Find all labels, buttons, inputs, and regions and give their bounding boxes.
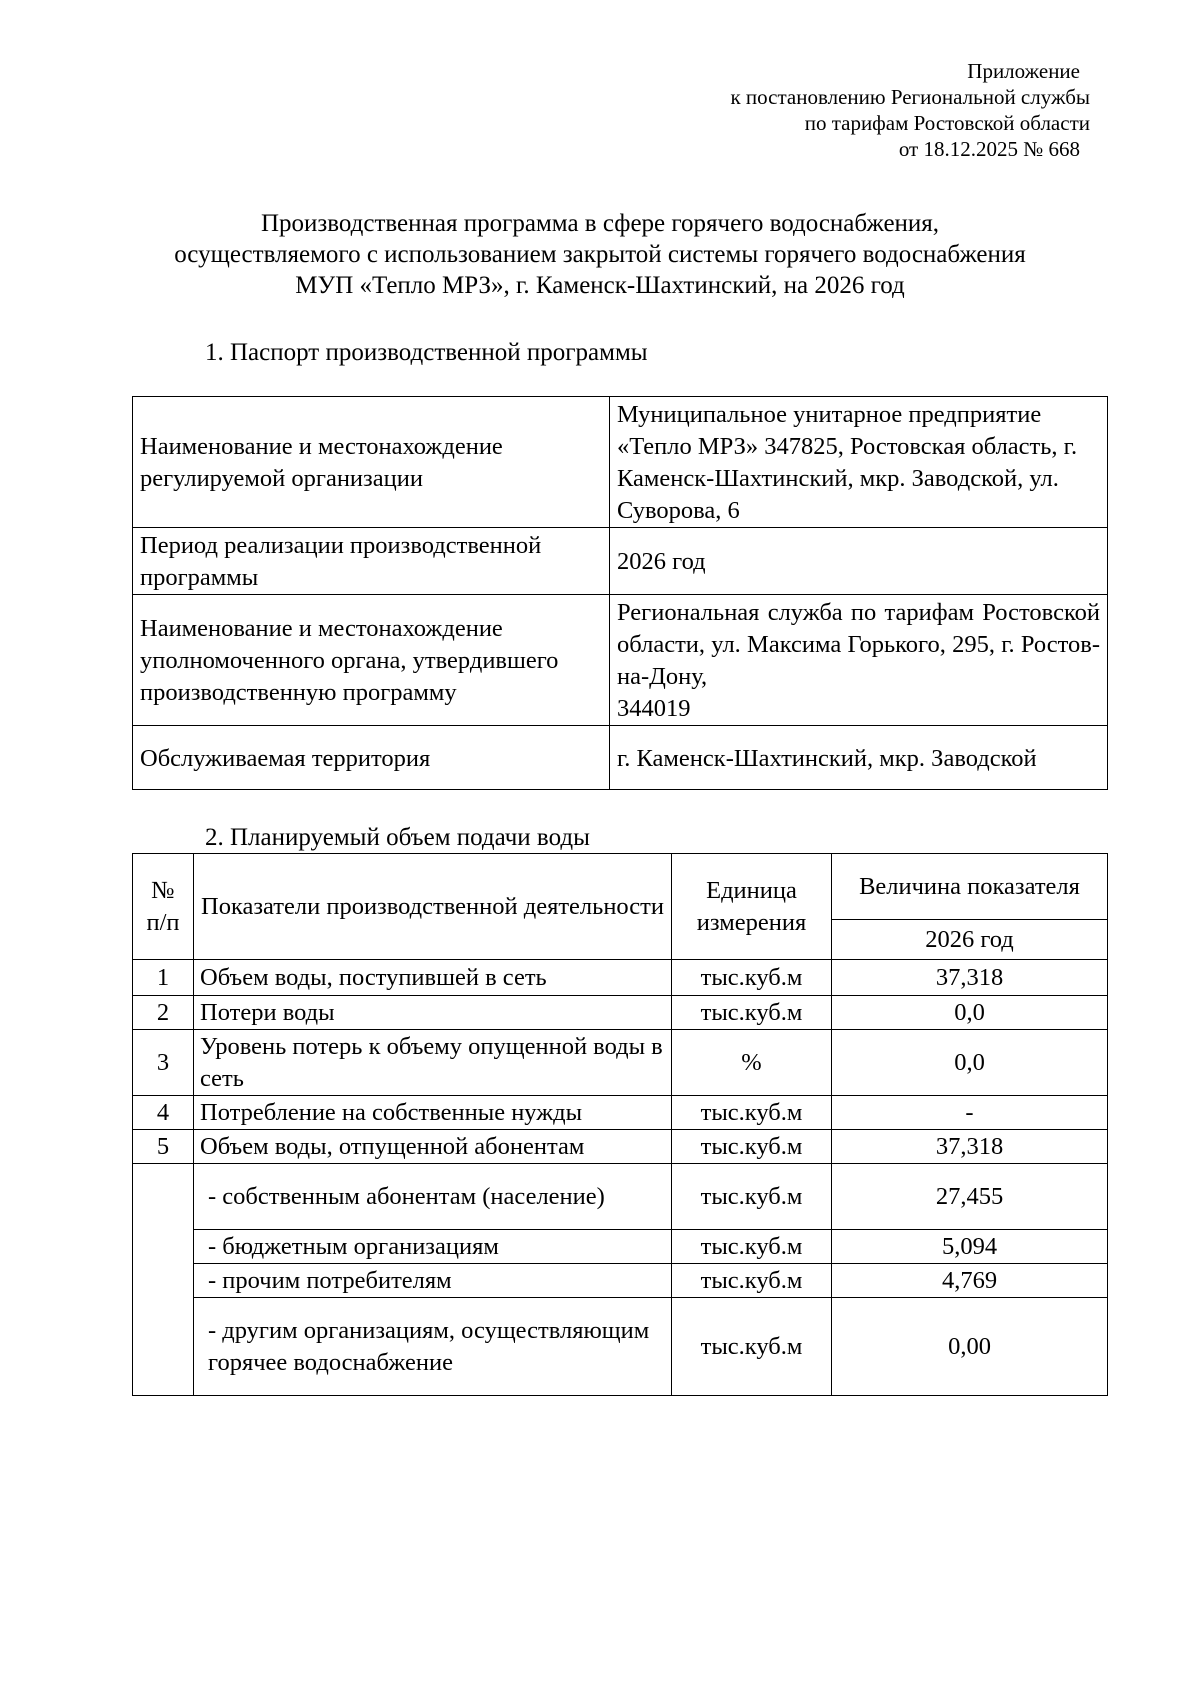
row-indicator: Объем воды, отпущенной абонентам	[194, 1130, 672, 1164]
row-value: 4,769	[832, 1264, 1108, 1298]
table-row	[133, 1264, 1108, 1298]
appendix-line: от 18.12.2025 № 668	[898, 137, 1080, 161]
appendix-line: по тарифам Ростовской области	[804, 111, 1090, 135]
passport-value-text: 344019	[617, 695, 691, 722]
row-value: -	[832, 1096, 1108, 1130]
passport-value: Муниципальное унитарное предприятие «Тепло МРЗ» 347825, Ростовская область, г. Каменск-Шахтинский, мкр. Заводской, ул. Суворова, 6	[610, 397, 1108, 528]
row-indicator: Уровень потерь к объему опущенной воды в сеть	[194, 1030, 672, 1096]
passport-label: Наименование и местонахождение регулируемой организации	[133, 397, 610, 528]
table-row	[133, 726, 1108, 790]
header-value: Величина показателя	[832, 854, 1108, 920]
volume-table	[132, 853, 1108, 1396]
table-row	[133, 397, 1108, 528]
row-indicator: - бюджетным организациям	[194, 1230, 672, 1264]
row-value: 37,318	[832, 960, 1108, 996]
row-indicator: Потребление на собственные нужды	[194, 1096, 672, 1130]
passport-label: Обслуживаемая территория	[133, 726, 610, 790]
table-row	[133, 1030, 1108, 1096]
table-row	[133, 528, 1108, 595]
row-unit: тыс.куб.м	[672, 1230, 832, 1264]
row-value: 37,318	[832, 1130, 1108, 1164]
row-num: 3	[133, 1030, 194, 1096]
row-unit: тыс.куб.м	[672, 996, 832, 1030]
table-row	[133, 1164, 1108, 1230]
row-value: 0,0	[832, 996, 1108, 1030]
passport-label: Наименование и местонахождение уполномоченного органа, утвердившего производственную программу	[133, 595, 610, 726]
row-indicator: Объем воды, поступившей в сеть	[194, 960, 672, 996]
row-num: 1	[133, 960, 194, 996]
appendix-block	[610, 58, 1090, 162]
header-num: № п/п	[133, 854, 194, 960]
table-header-row	[133, 854, 1108, 920]
row-value: 0,00	[832, 1298, 1108, 1396]
table-row	[133, 1096, 1108, 1130]
passport-value: г. Каменск-Шахтинский, мкр. Заводской	[610, 726, 1108, 790]
row-num: 5	[133, 1130, 194, 1164]
table-row	[133, 996, 1108, 1030]
row-value: 0,0	[832, 1030, 1108, 1096]
table-row	[133, 1130, 1108, 1164]
row-unit: тыс.куб.м	[672, 960, 832, 996]
row-unit: тыс.куб.м	[672, 1164, 832, 1230]
appendix-line: Приложение	[967, 59, 1080, 83]
title-line: МУП «Тепло МРЗ», г. Каменск-Шахтинский, на 2026 год	[295, 272, 905, 299]
table-row	[133, 1298, 1108, 1396]
row-indicator: Потери воды	[194, 996, 672, 1030]
passport-label: Период реализации производственной программы	[133, 528, 610, 595]
row-num: 2	[133, 996, 194, 1030]
row-unit: тыс.куб.м	[672, 1130, 832, 1164]
document-title	[120, 208, 1080, 301]
row-unit: %	[672, 1030, 832, 1096]
row-num: 4	[133, 1096, 194, 1130]
section-heading-passport: 1. Паспорт производственной программы	[205, 339, 648, 366]
row-indicator: - прочим потребителям	[194, 1264, 672, 1298]
header-indicator: Показатели производственной деятельности	[194, 854, 672, 960]
row-unit: тыс.куб.м	[672, 1298, 832, 1396]
row-value: 5,094	[832, 1230, 1108, 1264]
appendix-line: к постановлению Региональной службы	[730, 85, 1090, 109]
row-value: 27,455	[832, 1164, 1108, 1230]
passport-value: 2026 год	[610, 528, 1108, 595]
table-row	[133, 960, 1108, 996]
header-unit: Единица измерения	[672, 854, 832, 960]
row-unit: тыс.куб.м	[672, 1264, 832, 1298]
title-line: осуществляемого с использованием закрытой системы горячего водоснабжения	[174, 241, 1026, 268]
row-num-empty	[133, 1164, 194, 1396]
row-indicator: - другим организациям, осуществляющим горячее водоснабжение	[194, 1298, 672, 1396]
header-year: 2026 год	[832, 920, 1108, 960]
passport-value-text: Региональная служба по тарифам Ростовской области, ул. Максима Горького, 295, г. Ростов-на-Дону,	[617, 599, 1100, 690]
table-row	[133, 1230, 1108, 1264]
section-heading-volume: 2. Планируемый объем подачи воды	[205, 824, 590, 851]
title-line: Производственная программа в сфере горячего водоснабжения,	[260, 210, 940, 237]
passport-value	[610, 595, 1108, 726]
passport-table	[132, 396, 1108, 790]
row-indicator: - собственным абонентам (население)	[194, 1164, 672, 1230]
row-unit: тыс.куб.м	[672, 1096, 832, 1130]
table-row	[133, 595, 1108, 726]
